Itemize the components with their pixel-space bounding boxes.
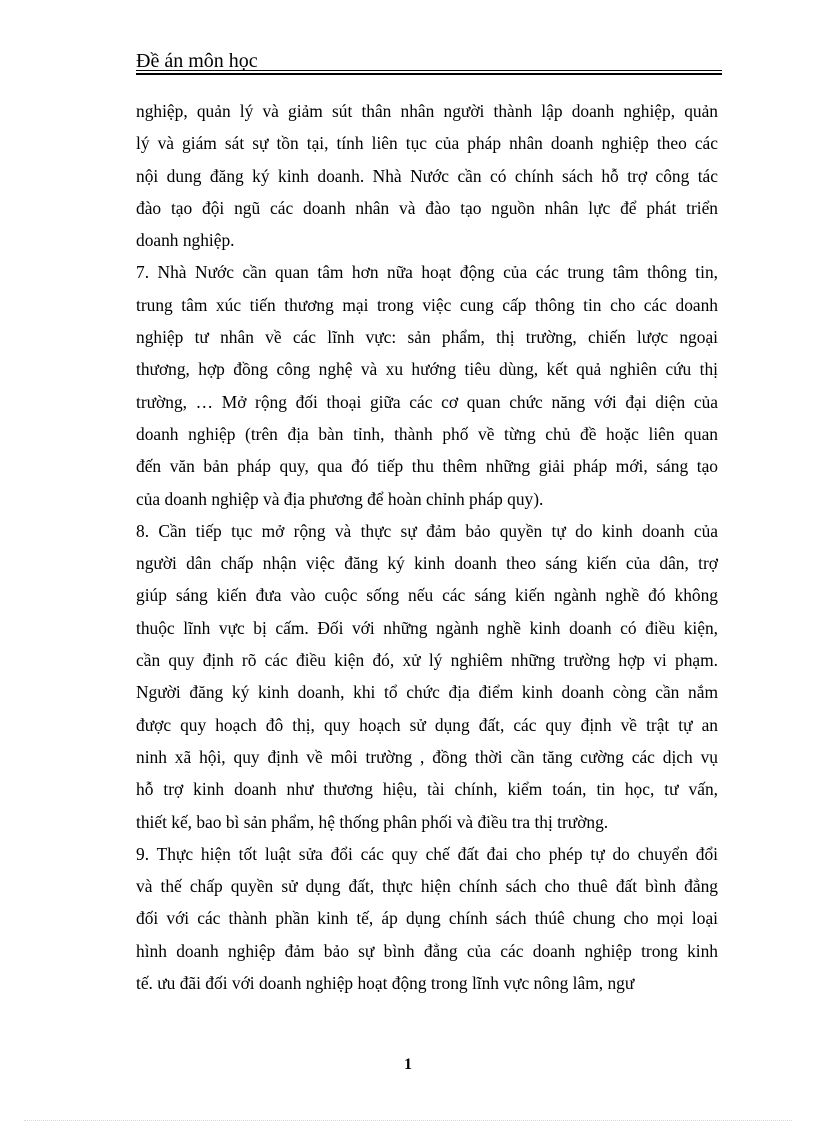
header-rule (136, 70, 722, 75)
text-line: 8. Cần tiếp tục mở rộng và thực sự đảm bảo quyền tự do kinh doanh của (136, 520, 718, 541)
text-line: đào tạo đội ngũ các doanh nhân và đào tạo nguồn nhân lực để phát triển (136, 197, 718, 218)
text-line: trường, … Mở rộng đối thoại giữa các cơ quan chức năng với đại diện của (136, 391, 718, 412)
text-line: 7. Nhà Nước cần quan tâm hơn nữa hoạt động của các trung tâm thông tin, (136, 262, 718, 283)
text-line: được quy hoạch đô thị, quy hoạch sử dụng đất, các quy định về trật tự an (136, 714, 718, 735)
text-line: doanh nghiệp. (136, 230, 235, 251)
text-line: cần quy định rõ các điều kiện đó, xử lý nghiêm những trường hợp vi phạm. (136, 650, 718, 671)
page-number: 1 (404, 1056, 412, 1073)
document-body (136, 95, 718, 999)
text-line: thiết kế, bao bì sản phẩm, hệ thống phân phối và điều tra thị trường. (136, 811, 609, 832)
text-line: đến văn bản pháp quy, qua đó tiếp thu thêm những giải pháp mới, sáng tạo (136, 456, 718, 477)
page-header (136, 47, 722, 75)
text-line: ninh xã hội, quy định về môi trường , đồng thời cần tăng cường các dịch vụ (136, 746, 718, 767)
text-line: nghiệp, quản lý và giảm sút thân nhân người thành lập doanh nghiệp, quản (136, 101, 718, 121)
text-line: của doanh nghiệp và địa phương để hoàn chỉnh pháp quy). (136, 488, 544, 509)
text-line: giúp sáng kiến đưa vào cuộc sống nếu các sáng kiến ngành nghề đó không (136, 585, 718, 606)
text-line: 9. Thực hiện tốt luật sửa đổi các quy chế đất đai cho phép tự do chuyển đổi (136, 843, 718, 864)
text-line: nội dung đăng ký kinh doanh. Nhà Nước cần có chính sách hỗ trợ công tác (136, 165, 718, 186)
text-line: tế. ưu đãi đối với doanh nghiệp hoạt động trong lĩnh vực nông lâm, ngư (136, 973, 635, 994)
text-line: hình doanh nghiệp đảm bảo sự bình đẳng của các doanh nghiệp trong kinh (136, 940, 718, 961)
text-line: thuộc lĩnh vực bị cấm. Đối với những ngành nghề kinh doanh có điều kiện, (136, 617, 718, 638)
page-bottom-border (24, 1120, 792, 1122)
text-line: lý và giám sát sự tồn tại, tính liên tục của pháp nhân doanh nghiệp theo các (136, 133, 718, 154)
text-line: doanh nghiệp (trên địa bàn tỉnh, thành phố về từng chủ đề hoặc liên quan (136, 423, 718, 444)
text-line: hỗ trợ kinh doanh như thương hiệu, tài chính, kiểm toán, tin học, tư vấn, (136, 779, 718, 800)
text-line: và thế chấp quyền sử dụng đất, thực hiện chính sách cho thuê đất bình đẳng (136, 876, 718, 897)
text-line: người dân chấp nhận việc đăng ký kinh doanh theo sáng kiến của dân, trợ (136, 553, 718, 574)
text-line: trung tâm xúc tiến thương mại trong việc cung cấp thông tin cho các doanh (136, 294, 718, 315)
text-line: nghiệp tư nhân về các lĩnh vực: sản phẩm, thị trường, chiến lược ngoại (136, 327, 718, 348)
text-line: thương, hợp đồng công nghệ và xu hướng tiêu dùng, kết quả nghiên cứu thị (136, 359, 718, 380)
text-line: Người đăng ký kinh doanh, khi tổ chức địa điểm kinh doanh còng cần nắm (136, 682, 718, 703)
text-line: đối với các thành phần kinh tế, áp dụng chính sách thúê chung cho mọi loại (136, 908, 718, 929)
header-title: Đề án môn học (136, 50, 258, 72)
